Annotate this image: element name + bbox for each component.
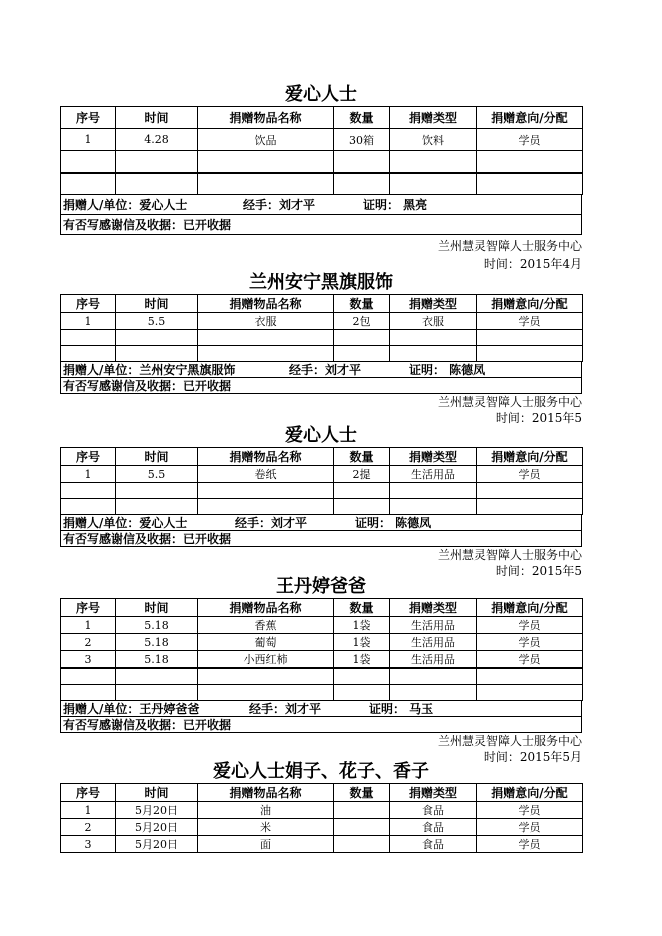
table-cell: 1 (61, 466, 116, 483)
header-cell: 时间 (116, 295, 198, 313)
thanks-label: 有否写感谢信及收据：已开收据 (63, 379, 232, 393)
table-cell (334, 330, 390, 346)
table-row (61, 346, 583, 362)
table-cell (198, 499, 334, 515)
donor-label: 捐赠人/单位：爱心人士 (63, 198, 188, 212)
table-cell: 2提 (334, 466, 390, 483)
table-cell (477, 499, 583, 515)
thanks-line (60, 378, 582, 394)
org-name: 兰州慧灵智障人士服务中心 (437, 239, 582, 253)
table-cell: 5.18 (116, 634, 198, 651)
table-row (61, 129, 583, 151)
table-cell: 生活用品 (390, 651, 477, 669)
table-cell: 学员 (477, 129, 583, 151)
table-cell: 2包 (334, 313, 390, 330)
table-cell: 4.28 (116, 129, 198, 151)
header-cell: 捐赠类型 (390, 599, 477, 617)
header-row (61, 107, 583, 129)
table-cell (390, 173, 477, 195)
thanks-label: 有否写感谢信及收据：已开收据 (63, 717, 232, 732)
header-row (61, 295, 583, 313)
table-cell (334, 346, 390, 362)
header-cell: 数量 (334, 599, 390, 617)
header-cell: 捐赠物品名称 (198, 448, 334, 466)
table-cell (116, 684, 198, 700)
table-cell (61, 151, 116, 173)
donor-label: 捐赠人/单位：爱心人士 (63, 516, 188, 530)
table-cell (116, 483, 198, 499)
table-cell: 学员 (477, 819, 583, 836)
table-cell (390, 330, 477, 346)
table-cell (477, 346, 583, 362)
header-cell: 序号 (61, 448, 116, 466)
handler-label: 经手：刘才平 (243, 198, 316, 212)
table-cell: 衣服 (198, 313, 334, 330)
table-cell: 1 (61, 313, 116, 330)
header-cell: 序号 (61, 295, 116, 313)
table-cell: 卷纸 (198, 466, 334, 483)
table-cell (198, 668, 334, 684)
org-name: 兰州慧灵智障人士服务中心 (437, 395, 582, 409)
table-cell: 葡萄 (198, 634, 334, 651)
table-row (61, 651, 583, 669)
table-cell (116, 330, 198, 346)
table-row (61, 313, 583, 330)
table-cell (390, 499, 477, 515)
table-cell: 米 (198, 819, 334, 836)
header-cell: 捐赠类型 (390, 448, 477, 466)
table-cell (477, 151, 583, 173)
table-cell (334, 684, 390, 700)
header-cell: 序号 (61, 107, 116, 129)
table-cell (116, 499, 198, 515)
table-row (61, 802, 583, 819)
table-cell (198, 330, 334, 346)
block-title: 兰州安宁黑旗服饰 (249, 272, 393, 293)
table-cell: 3 (61, 836, 116, 853)
table-cell (61, 330, 116, 346)
table-cell: 5月20日 (116, 802, 198, 819)
table-cell: 学员 (477, 634, 583, 651)
table-cell: 食品 (390, 802, 477, 819)
table-cell: 生活用品 (390, 466, 477, 483)
table-cell: 5.5 (116, 313, 198, 330)
table-cell: 5.5 (116, 466, 198, 483)
table-cell (390, 684, 477, 700)
donor-line (60, 362, 582, 378)
header-cell: 捐赠意向/分配 (477, 599, 583, 617)
header-cell: 捐赠物品名称 (198, 107, 334, 129)
table-row (61, 466, 583, 483)
witness-label: 证明： 陈德凤 (409, 363, 486, 377)
table-cell: 学员 (477, 836, 583, 853)
table-cell: 生活用品 (390, 617, 477, 634)
table-cell (477, 173, 583, 195)
table-cell (61, 668, 116, 684)
table-cell (334, 836, 390, 853)
donation-block (60, 272, 582, 426)
table-cell (390, 151, 477, 173)
donor-label: 捐赠人/单位：王丹婷爸爸 (63, 701, 200, 716)
table-cell: 1袋 (334, 634, 390, 651)
donation-table (60, 106, 583, 195)
table-cell (477, 483, 583, 499)
table-cell: 小西红柿 (198, 651, 334, 669)
table-row (61, 173, 583, 195)
block-title: 王丹婷爸爸 (276, 576, 366, 597)
table-cell (390, 668, 477, 684)
header-cell: 时间 (116, 107, 198, 129)
table-cell: 油 (198, 802, 334, 819)
donation-table (60, 447, 583, 515)
header-cell: 时间 (116, 784, 198, 802)
table-cell: 生活用品 (390, 634, 477, 651)
table-cell: 饮品 (198, 129, 334, 151)
header-cell: 序号 (61, 784, 116, 802)
header-cell: 捐赠物品名称 (198, 599, 334, 617)
header-cell: 捐赠意向/分配 (477, 107, 583, 129)
header-cell: 捐赠意向/分配 (477, 784, 583, 802)
table-cell (334, 819, 390, 836)
table-row (61, 668, 583, 684)
header-cell: 捐赠意向/分配 (477, 448, 583, 466)
table-cell: 5.18 (116, 617, 198, 634)
donation-table (60, 294, 583, 362)
table-cell (61, 173, 116, 195)
table-cell (334, 802, 390, 819)
org-name: 兰州慧灵智障人士服务中心 (437, 548, 582, 562)
table-row (61, 330, 583, 346)
table-cell (198, 684, 334, 700)
table-cell: 1 (61, 129, 116, 151)
table-cell: 香蕉 (198, 617, 334, 634)
org-name: 兰州慧灵智障人士服务中心 (437, 733, 582, 748)
table-cell (477, 330, 583, 346)
header-cell: 数量 (334, 107, 390, 129)
table-cell: 1 (61, 617, 116, 634)
table-cell: 1袋 (334, 651, 390, 669)
header-cell: 捐赠物品名称 (198, 295, 334, 313)
donor-line (60, 515, 582, 531)
table-cell (334, 499, 390, 515)
table-cell (198, 346, 334, 362)
header-cell: 时间 (116, 448, 198, 466)
table-cell (198, 483, 334, 499)
table-cell (61, 346, 116, 362)
table-cell (61, 483, 116, 499)
witness-label: 证明： 黑亮 (363, 198, 428, 212)
table-cell (334, 668, 390, 684)
donor-line (60, 701, 582, 717)
donation-block (60, 84, 582, 273)
header-cell: 捐赠类型 (390, 784, 477, 802)
table-row (61, 483, 583, 499)
thanks-line (60, 215, 582, 235)
header-cell: 数量 (334, 448, 390, 466)
table-cell: 5.18 (116, 651, 198, 669)
table-cell (477, 684, 583, 700)
table-cell: 学员 (477, 617, 583, 634)
header-cell: 捐赠意向/分配 (477, 295, 583, 313)
table-cell (334, 151, 390, 173)
donor-label: 捐赠人/单位：兰州安宁黑旗服饰 (63, 363, 236, 377)
table-row (61, 836, 583, 853)
table-cell (116, 668, 198, 684)
thanks-line (60, 717, 582, 733)
table-cell: 食品 (390, 836, 477, 853)
table-cell (390, 346, 477, 362)
header-cell: 捐赠物品名称 (198, 784, 334, 802)
table-cell: 3 (61, 651, 116, 669)
table-cell (334, 173, 390, 195)
donation-block (60, 576, 582, 765)
table-cell (390, 483, 477, 499)
record-time: 时间：2015年5 (495, 411, 582, 425)
table-cell: 1袋 (334, 617, 390, 634)
table-row (61, 499, 583, 515)
thanks-label: 有否写感谢信及收据：已开收据 (63, 218, 232, 232)
table-cell (198, 151, 334, 173)
table-cell: 学员 (477, 313, 583, 330)
table-row (61, 617, 583, 634)
table-cell (334, 483, 390, 499)
table-cell: 30箱 (334, 129, 390, 151)
thanks-label: 有否写感谢信及收据：已开收据 (63, 532, 232, 546)
table-row (61, 684, 583, 700)
table-row (61, 819, 583, 836)
header-row (61, 784, 583, 802)
header-row (61, 448, 583, 466)
table-row (61, 151, 583, 173)
handler-label: 经手：刘才平 (249, 701, 322, 716)
table-cell (116, 346, 198, 362)
handler-label: 经手：刘才平 (289, 363, 362, 377)
table-cell: 饮料 (390, 129, 477, 151)
handler-label: 经手：刘才平 (235, 516, 308, 530)
table-cell: 2 (61, 819, 116, 836)
donation-block (60, 425, 582, 579)
table-cell: 5月20日 (116, 836, 198, 853)
table-cell: 学员 (477, 466, 583, 483)
header-cell: 数量 (334, 784, 390, 802)
witness-label: 证明： 陈德凤 (355, 516, 432, 530)
table-row (61, 634, 583, 651)
table-cell (477, 668, 583, 684)
table-cell (116, 173, 198, 195)
donor-line (60, 195, 582, 215)
donation-table (60, 783, 583, 853)
table-cell: 食品 (390, 819, 477, 836)
table-cell: 学员 (477, 802, 583, 819)
block-title: 爱心人士娟子、花子、香子 (213, 761, 429, 782)
record-time: 时间：2015年4月 (483, 257, 582, 271)
header-cell: 捐赠类型 (390, 295, 477, 313)
witness-label: 证明： 马玉 (369, 701, 434, 716)
table-cell (116, 151, 198, 173)
table-cell: 面 (198, 836, 334, 853)
header-cell: 数量 (334, 295, 390, 313)
thanks-line (60, 531, 582, 547)
record-time: 时间：2015年5月 (483, 749, 582, 764)
block-title: 爱心人士 (285, 84, 357, 105)
header-cell: 时间 (116, 599, 198, 617)
donation-table (60, 598, 583, 701)
table-cell: 衣服 (390, 313, 477, 330)
table-cell: 1 (61, 802, 116, 819)
table-cell: 学员 (477, 651, 583, 669)
table-cell (198, 173, 334, 195)
header-cell: 序号 (61, 599, 116, 617)
table-cell: 5月20日 (116, 819, 198, 836)
block-title: 爱心人士 (285, 425, 357, 446)
header-cell: 捐赠类型 (390, 107, 477, 129)
table-cell (61, 684, 116, 700)
table-cell (61, 499, 116, 515)
donation-block (60, 761, 582, 853)
header-row (61, 599, 583, 617)
record-time: 时间：2015年5 (495, 564, 582, 578)
table-cell: 2 (61, 634, 116, 651)
